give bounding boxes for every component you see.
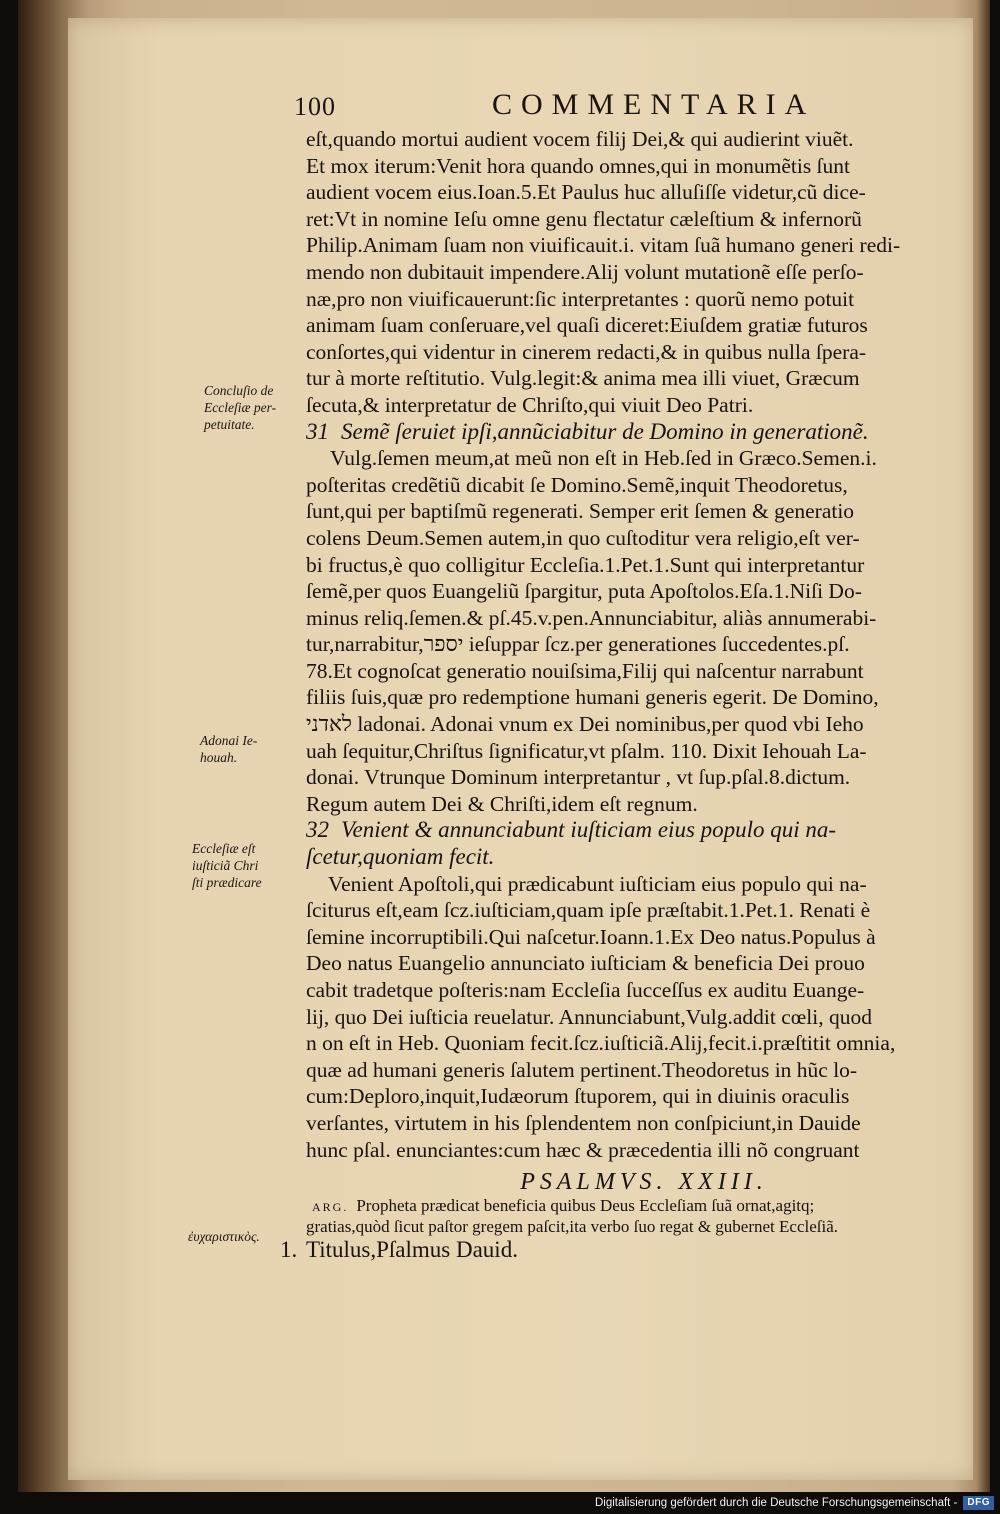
margin-note-ecclesiae	[192, 840, 262, 891]
text-line: minus reliq.ſemen.& pſ.45.v.pen.Annunciabitur, aliàs annumerabi-	[306, 605, 877, 630]
text-line: Vulg.ſemen meum,at meũ non eſt in Heb.ſed in Græco.Semen.i.	[330, 446, 877, 471]
text-line: ſemine incorruptibili.Qui naſcetur.Ioann.1.Ex Deo natus.Populus à	[306, 924, 876, 949]
argument-label: ARG.	[312, 1199, 349, 1214]
verse-number: 1.	[280, 1236, 298, 1262]
psalm-title: Titulus,Pſalmus Dauid.	[306, 1236, 518, 1262]
psalm-heading: PSALMVS. XXIII.	[520, 1169, 768, 1196]
text-line: Et mox iterum:Venit hora quando omnes,qui in monumẽtis ſunt	[306, 153, 851, 178]
verse-number: 32	[306, 817, 329, 843]
text-line: hunc pſal. enunciantes:cum hæc & præcedentia illi nõ congruant	[306, 1137, 860, 1162]
text-line: Venient Apoſtoli,qui prædicabunt iuſticiam eius populo qui na-	[328, 871, 867, 896]
text-line: audient vocem eius.Ioan.5.Et Paulus huc alluſiſſe videtur,cũ dice-	[306, 180, 866, 205]
text-line: bi fructus,è quo colligitur Eccleſia.1.Pet.1.Sunt qui interpretantur	[306, 552, 865, 577]
margin-note-line: Eccleſiæ eſt	[192, 841, 256, 856]
running-title: COMMENTARIA	[492, 88, 816, 121]
text-line: Philip.Animam ſuam non viuificauit.i. vitam ſuã humano generi redi-	[306, 233, 901, 258]
margin-note-conclusio	[204, 382, 276, 433]
page-header	[292, 88, 942, 124]
text-line: 78.Et cognoſcat generatio nouiſsima,Filij qui naſcentur narrabunt	[306, 658, 864, 683]
argument-line: gratias,quòd ſicut paſtor gregem paſcit,ita verbo ſuo regat & gubernet Eccleſiã.	[306, 1216, 838, 1236]
text-line: filiis ſuis,quæ pro redemptione humani generis egerit. De Domino,	[306, 685, 879, 710]
text-line: tur,narrabitur,יספר ieſuppar ſcz.per generationes ſuccedentes.pſ.	[306, 632, 850, 657]
verse-32-continued: ſcetur,quoniam fecit.	[306, 844, 495, 870]
text-line: animam ſuam conſeruare,vel quaſi diceret:Eiuſdem gratiæ futuros	[306, 313, 868, 338]
text-line: ſemẽ,per quos Euangeliũ ſpargitur, puta Apoſtolos.Eſa.1.Niſi Do-	[306, 579, 862, 604]
argument-text: Propheta prædicat beneficia quibus Deus Eccleſiam ſuã ornat,agitq;	[356, 1195, 815, 1215]
text-line: mendo non dubitauit impendere.Alij volunt mutationẽ eſſe perſo-	[306, 259, 864, 284]
text-line: verſantes, virtutem in his ſplendentem non conſpiciunt,in Dauide	[306, 1110, 861, 1135]
page-number: 100	[294, 92, 336, 121]
margin-note-line: Eccleſiæ per-	[204, 400, 277, 415]
margin-note-adonai	[200, 732, 257, 766]
text-line: Regum autem Dei & Chriſti,idem eſt regnum.	[306, 791, 698, 816]
credit-text: Digitalisierung gefördert durch die Deutsche Forschungsgemeinschaft -	[594, 1497, 958, 1509]
margin-note-line: iuſticiã Chri	[192, 858, 259, 873]
margin-note-line: houah.	[200, 750, 238, 765]
argument-line	[306, 1196, 982, 1217]
dfg-logo: DFG	[963, 1496, 994, 1510]
text-line: n on eſt in Heb. Quoniam fecit.ſcz.iuſticiã.Alij,fecit.i.præſtitit omnia,	[306, 1031, 896, 1056]
verse-text: Semẽ ſeruiet ipſi,annũciabitur de Domino in generationẽ.	[341, 418, 869, 444]
text-line: ſciturus eſt,eam ſcz.iuſticiam,quam ipſe præſtabit.1.Pet.1. Renati è	[306, 898, 871, 923]
text-line: ſecuta,& interpretatur de Chriſto,qui viuit Deo Patri.	[306, 392, 754, 417]
text-line: donai. Vtrunque Dominum interpretantur , vt ſup.pſal.8.dictum.	[306, 765, 851, 790]
text-line: ret:Vt in nomine Ieſu omne genu flectatur cæleſtium & infernorũ	[306, 206, 862, 231]
text-line: ſunt,qui per baptiſmũ regenerati. Semper erit ſemen & generatio	[306, 499, 855, 524]
text-line: quæ ad humani generis ſalutem pertinent.Theodoretus in hũc lo-	[306, 1057, 858, 1082]
verse-31	[306, 419, 982, 446]
psalm-title-line	[280, 1236, 982, 1264]
text-line: לאדני ladonai. Adonai vnum ex Dei nominibus,per quod vbi Ieho	[306, 712, 864, 737]
text-line: Deo natus Euangelio annunciato iuſticiam & beneficia Dei prouo	[306, 951, 865, 976]
text-line: eſt,quando mortui audient vocem filij Dei,& qui audierint viuẽt.	[306, 127, 854, 151]
text-line: lij, quo Dei iuſticia reuelatur. Annunciabunt,Vulg.addit cœli, quod	[306, 1004, 872, 1029]
margin-note-line: Adonai Ie-	[200, 733, 258, 748]
digitization-credit	[595, 1494, 994, 1512]
text-line: næ,pro non viuificauerunt:ſic interpretantes : quorũ nemo potuit	[306, 286, 855, 311]
text-line: cum:Deploro,inquit,Iudæorum ſtuporem, qui in diuinis oraculis	[306, 1084, 850, 1109]
verse-text: Venient & annunciabunt iuſticiam eius populo qui na-	[341, 817, 837, 843]
verse-32	[306, 817, 982, 844]
margin-note-line: petuitate.	[204, 417, 255, 432]
verse-number: 31	[306, 418, 329, 444]
text-line: conſortes,qui videntur in cinerem redacti,& in quibus nulla ſpera-	[306, 339, 867, 364]
text-line: cabit tradetque poſteris:nam Eccleſia ſucceſſus ex auditu Euange-	[306, 978, 865, 1002]
text-line: poſteritas credẽtiũ dicabit ſe Domino.Semẽ,inquit Theodoretus,	[306, 472, 848, 497]
main-text	[280, 126, 982, 1263]
margin-note-line: Concluſio de	[204, 383, 274, 398]
text-line: colens Deum.Semen autem,in quo cuſtoditur vera religio,eſt ver-	[306, 525, 860, 550]
margin-note-greek: ἐυχαριστικὸς.	[188, 1229, 260, 1244]
text-line: tur à morte reſtitutio. Vulg.legit:& anima mea illi viuet, Græcum	[306, 366, 860, 391]
text-line: uah ſequitur,Chriſtus ſignificatur,vt pſalm. 110. Dixit Iehouah La-	[306, 738, 867, 763]
margin-note-line: ſti prædicare	[192, 875, 262, 890]
